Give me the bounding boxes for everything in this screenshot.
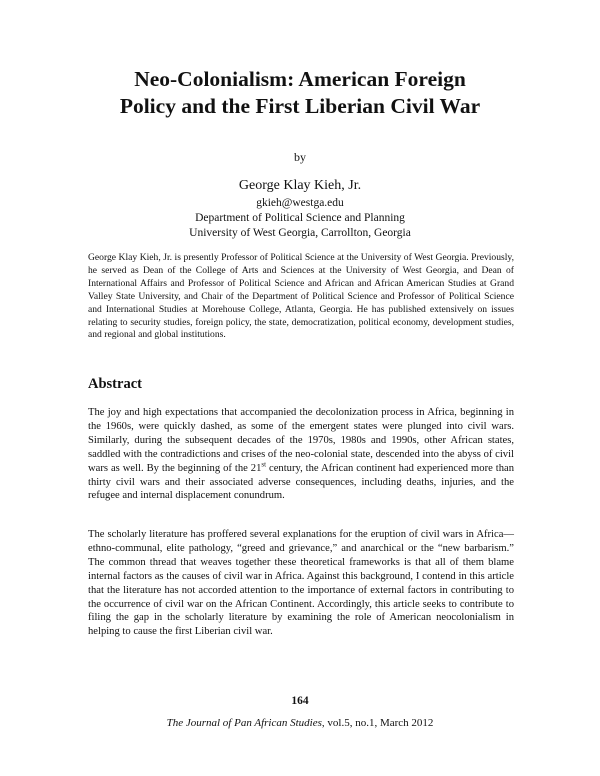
- page-number: 164: [291, 695, 309, 707]
- article-title: [60, 66, 540, 120]
- title-line-2: Policy and the First Liberian Civil War: [119, 94, 481, 118]
- journal-footer: [0, 717, 600, 729]
- abstract-paragraph-1: [88, 406, 514, 503]
- abstract-p1-text-end: century, the African continent had experienced more than thirty civil wars and their associated adverse consequences, including deaths, injuries, and the refugee and internal displacement conundrum.: [88, 462, 514, 502]
- abstract-heading: Abstract: [88, 376, 142, 392]
- author-name: George Klay Kieh, Jr.: [238, 178, 362, 193]
- author-university: University of West Georgia, Carrollton, Georgia: [189, 227, 411, 239]
- abstract-paragraph-2: The scholarly literature has proffered several explanations for the eruption of civil wars in Africa—ethno-communal, elite pathology, “greed and grievance,” and anarchical or the “new barbarism.” The common thread that weaves together these theoretical frameworks is that all of them blame internal factors as the causes of civil war in Africa. Against this background, I contend in this article that the literature has not accorded attention to the importance of external factors in contributing to the occurrence of civil war on the African Continent. Accordingly, this article seeks to contribute to filing the gap in the scholarly literature by examining the role of American neocolonialism in helping to cause the first Liberian civil war.: [88, 529, 514, 638]
- title-line-1: Neo-Colonialism: American Foreign: [134, 67, 466, 91]
- ordinal-superscript: st: [261, 460, 267, 469]
- author-department: Department of Political Science and Planning: [195, 212, 405, 224]
- author-bio: George Klay Kieh, Jr. is presently Professor of Political Science at the University of West Georgia. Previously, he served as Dean of the College of Arts and Sciences at the University of West Georgia, and Dean of International Affairs and Professor of Political Science and African and African American Studies at Grand Valley State University, and Chair of the Department of Political Science and Professor of Political Science and International Studies at Morehouse College, Atlanta, Georgia. He has published extensively on issues relating to security studies, foreign policy, the state, democratization, political economy, development studies, and regional and global institutions.: [88, 252, 514, 341]
- journal-name: The Journal of Pan African Studies: [166, 717, 322, 729]
- author-affiliation: [0, 196, 600, 241]
- journal-issue: , vol.5, no.1, March 2012: [321, 717, 434, 729]
- abstract-p1-text-start: The joy and high expectations that accompanied the decolonization process in Africa, beginning in the 1960s, were quickly dashed, as some of the emergent states were plunged into civil wars. Similarly, during the subsequent decades of the 1970s, 1980s and 1990s, other African states, saddled with the contradictions and crises of the neo-colonial state, descended into the abyss of civil wars as well. By the beginning of the 21: [88, 407, 514, 474]
- author-email: gkieh@westga.edu: [256, 197, 344, 209]
- byline-by: by: [294, 150, 306, 164]
